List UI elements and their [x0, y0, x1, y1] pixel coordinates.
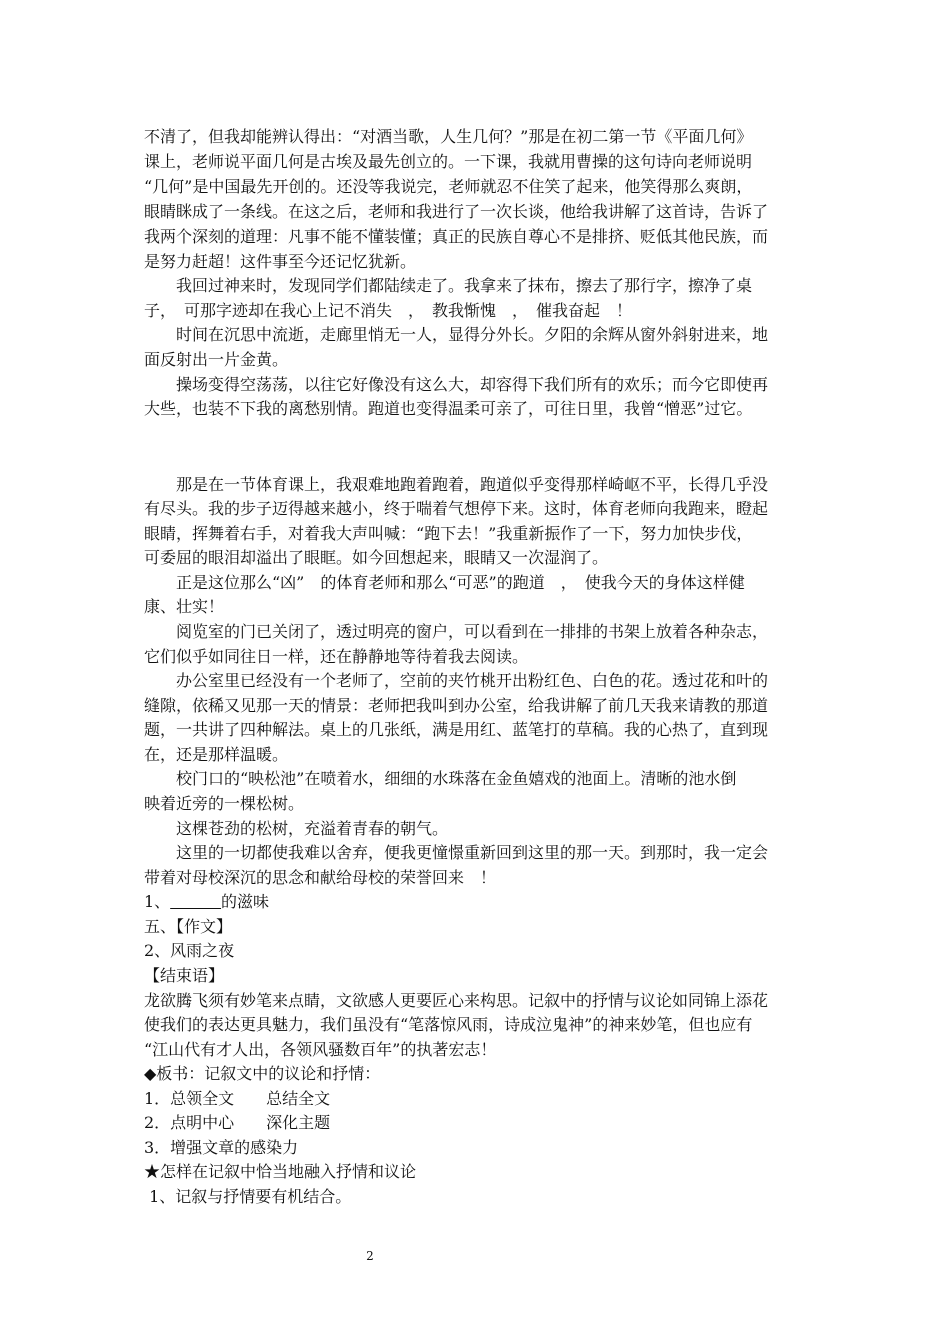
body-line: 面反射出一片金黄。 — [144, 350, 289, 369]
list-item: ◆板书：记叙文中的议论和抒情： — [144, 1064, 381, 1083]
body-line: 我回过神来时，发现同学们都陆续走了。我拿来了抹布，擦去了那行字，擦净了桌 — [144, 276, 753, 295]
body-line: 时间在沉思中流逝，走廊里悄无一人，显得分外长。夕阳的余辉从窗外斜射进来，地 — [144, 325, 769, 344]
list-item: ★怎样在记叙中恰当地融入抒情和议论 — [144, 1162, 417, 1181]
body-line: 映着近旁的一棵松树。 — [144, 794, 305, 813]
essay-topic-1: 1、 的滋味 — [144, 892, 270, 911]
body-line: 那是在一节体育课上，我艰难地跑着跑着，跑道似乎变得那样崎岖不平，长得几乎没 — [144, 475, 769, 494]
star-heading: 3．增强文章的感染力 — [144, 1138, 299, 1157]
body-line: 【结束语】 — [144, 966, 225, 985]
essay-topic-2: 五、【作文】 — [144, 917, 233, 936]
page-number: 2 — [366, 1249, 374, 1263]
list-item: 2．点明中心 深化主题 — [144, 1113, 331, 1132]
body-line: 有尽头。我的步子迈得越来越小，终于喘着气想停下来。这时，体育老师向我跑来，瞪起 — [144, 499, 769, 518]
body-line: 这里的一切都使我难以舍弃，便我更憧憬重新回到这里的那一天。到那时，我一定会 — [144, 843, 769, 862]
body-line: 题，一共讲了四种解法。桌上的几张纸，满是用红、蓝笔打的草稿。我的心热了，直到现 — [144, 720, 769, 739]
body-line: 校门口的“映松池”在喷着水，细细的水珠落在金鱼嬉戏的池面上。清晰的池水倒 — [144, 769, 737, 788]
body-line: 正是这位那么“凶” 的体育老师和那么“可恶”的跑道 ， 使我今天的身体这样健 — [144, 573, 745, 592]
body-line: 操场变得空荡荡，以往它好像没有这么大，却容得下我们所有的欢乐；而今它即使再 — [144, 375, 769, 394]
section-heading: 2、风雨之夜 — [144, 941, 235, 960]
body-line: 它们似乎如同往日一样，还在静静地等待着我去阅读。 — [144, 647, 529, 666]
body-line: 康、壮实！ — [144, 597, 225, 616]
body-line: 是努力赶超！这件事至今还记忆犹新。 — [144, 252, 417, 271]
body-line: 这棵苍劲的松树，充溢着青春的朝气。 — [144, 819, 449, 838]
body-line: 在，还是那样温暖。 — [144, 745, 289, 764]
fill-in-blank — [170, 892, 221, 911]
list-item: 1、记叙与抒情要有机结合。 — [144, 1187, 352, 1206]
body-line: “几何”是中国最先开创的。还没等我说完，老师就忍不住笑了起来，他笑得那么爽朗， — [144, 177, 753, 196]
body-line: 课上，老师说平面几何是古埃及最先创立的。一下课，我就用曹操的这句诗向老师说明 — [144, 152, 753, 171]
body-line: 可委屈的眼泪却溢出了眼眶。如今回想起来，眼睛又一次湿润了。 — [144, 548, 609, 567]
body-line: 使我们的表达更具魅力，我们虽没有“笔落惊风雨，诗成泣鬼神”的神来妙笔，但也应有 — [144, 1015, 753, 1034]
body-line: 缝隙，依稀又见那一天的情景：老师把我叫到办公室，给我讲解了前几天我来请教的那道 — [144, 696, 769, 715]
body-line: 我两个深刻的道理：凡事不能不懂装懂；真正的民族自尊心不是排挤、贬低其他民族，而 — [144, 227, 769, 246]
body-line: 大些，也装不下我的离愁别情。跑道也变得温柔可亲了，可往日里，我曾“憎恶”过它。 — [144, 399, 753, 418]
body-line: 子， 可那字迹却在我心上记不消失 ， 教我惭愧 ， 催我奋起 ！ — [144, 301, 633, 320]
section-heading: 带着对母校深沉的思念和献给母校的荣誉回来 ！ — [144, 868, 497, 887]
body-line: 办公室里已经没有一个老师了，空前的夹竹桃开出粉红色、白色的花。透过花和叶的 — [144, 671, 769, 690]
list-item: 1．总领全文 总结全文 — [144, 1089, 331, 1108]
board-heading: “江山代有才人出，各领风骚数百年”的执著宏志！ — [144, 1040, 497, 1059]
body-line: 龙欲腾飞须有妙笔来点睛，文欲感人更要匠心来构思。记叙中的抒情与议论如同锦上添花 — [144, 991, 769, 1010]
body-line: 阅览室的门已关闭了，透过明亮的窗户，可以看到在一排排的书架上放着各种杂志， — [144, 622, 769, 641]
body-line: 不清了，但我却能辨认得出：“对酒当歌，人生几何？”那是在初二第一节《平面几何》 — [144, 127, 753, 146]
body-line: 眼睛，挥舞着右手，对着我大声叫喊：“跑下去！”我重新振作了一下，努力加快步伐， — [144, 524, 753, 543]
body-line: 眼睛眯成了一条线。在这之后，老师和我进行了一次长谈，他给我讲解了这首诗，告诉了 — [144, 202, 769, 221]
